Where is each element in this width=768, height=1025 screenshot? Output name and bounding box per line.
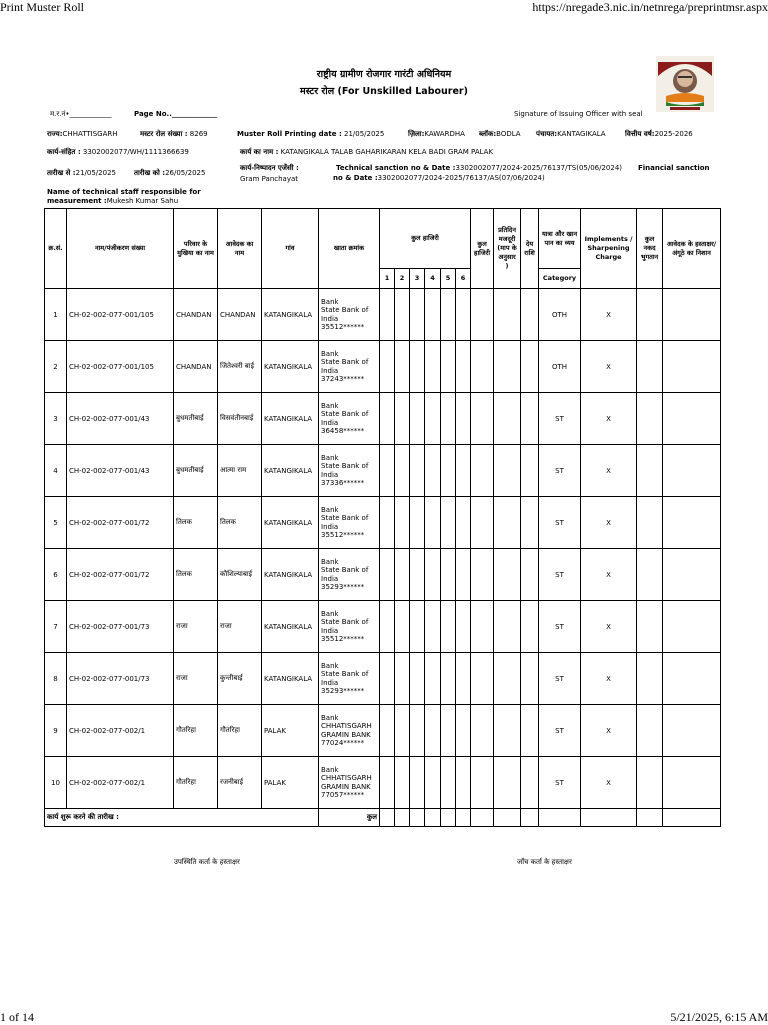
panchayat-field: पंचायत:KANTAGIKALA <box>536 130 606 138</box>
row-registration-number: CH-02-002-077-001/73 <box>67 601 174 653</box>
row-village: KATANGIKALA <box>262 549 319 601</box>
bank-line: State Bank of <box>321 358 369 366</box>
row-category: OTH <box>539 341 581 393</box>
bank-line: State Bank of <box>321 410 369 418</box>
row-bank-account <box>319 445 380 497</box>
row-village: KATANGIKALA <box>262 653 319 705</box>
row-bank-account <box>319 757 380 809</box>
header-attendance: कुल हाजिरी <box>380 209 471 269</box>
bank-line: India <box>321 366 339 375</box>
row-implements: X <box>581 549 637 601</box>
bank-line: 35512****** <box>321 323 365 331</box>
issuing-officer-signature-label: Signature of Issuing Officer with seal <box>514 110 643 118</box>
work-name-field: कार्य का नाम : KATANGIKALA TALAB GAHARIKARAN KELA BADI GRAM PALAK <box>240 148 494 156</box>
bank-line: Bank <box>321 297 339 306</box>
state-field: राज्य:CHHATTISGARH <box>47 130 118 138</box>
financial-sanction-label: Financial sanction <box>638 164 710 172</box>
row-village: PALAK <box>262 705 319 757</box>
muster-roll-table <box>44 208 721 827</box>
row-village: KATANGIKALA <box>262 341 319 393</box>
row-category: ST <box>539 549 581 601</box>
row-registration-number: CH-02-002-077-001/72 <box>67 549 174 601</box>
bank-line: State Bank of <box>321 618 369 626</box>
row-applicant-name: रजनीबाई <box>218 757 262 809</box>
bank-line: India <box>321 314 339 323</box>
print-page-count: 1 of 14 <box>0 1010 34 1024</box>
row-sno: 10 <box>45 757 67 809</box>
row-category: ST <box>539 393 581 445</box>
bank-line: GRAMIN BANK <box>321 730 371 739</box>
header-village: गांव <box>262 209 319 289</box>
bank-line: India <box>321 522 339 531</box>
row-implements: X <box>581 289 637 341</box>
row-applicant-name: कुन्तीबाई <box>218 653 262 705</box>
row-implements: X <box>581 757 637 809</box>
row-registration-number: CH-02-002-077-002/1 <box>67 757 174 809</box>
bank-line: Bank <box>321 401 339 410</box>
print-date-field: Muster Roll Printing date : 21/05/2025 <box>237 130 385 138</box>
header-total-attendance: कुल हाजिरी <box>471 209 494 289</box>
print-page-title: Print Muster Roll <box>0 0 85 14</box>
row-applicant-name: आत्मा राम <box>218 445 262 497</box>
roll-number-field: मस्टर रोल संख्या : 8269 <box>140 130 208 138</box>
block-field: ब्लॉक:BODLA <box>479 130 521 138</box>
bank-line: GRAMIN BANK <box>321 782 371 791</box>
row-category: ST <box>539 497 581 549</box>
row-registration-number: CH-02-002-077-001/73 <box>67 653 174 705</box>
header-family-head: परिवार के मुखिया का नाम <box>174 209 218 289</box>
row-family-head: तिलक <box>174 497 218 549</box>
row-implements: X <box>581 653 637 705</box>
row-bank-account <box>319 497 380 549</box>
header-travel: यात्रा और खान पान का व्यय <box>539 209 581 269</box>
row-category: ST <box>539 757 581 809</box>
header-account: खाता क्रमांक <box>319 209 380 289</box>
bank-line: India <box>321 626 339 635</box>
row-village: KATANGIKALA <box>262 289 319 341</box>
bank-line: 35512****** <box>321 531 365 539</box>
row-category: OTH <box>539 289 581 341</box>
checker-signature: जाँच कर्ता के हस्ताक्षर <box>517 858 572 866</box>
row-village: KATANGIKALA <box>262 445 319 497</box>
header-day-3: 3 <box>410 269 425 289</box>
footer-total: कुल <box>319 809 380 827</box>
row-implements: X <box>581 601 637 653</box>
bank-line: Bank <box>321 661 339 670</box>
header-total-payment: कुल नकद भुगतान <box>637 209 663 289</box>
header-day-4: 4 <box>425 269 441 289</box>
bank-line: Bank <box>321 349 339 358</box>
bank-line: 35293****** <box>321 687 365 695</box>
bank-line: 36458****** <box>321 427 365 435</box>
row-category: ST <box>539 445 581 497</box>
bank-line: 35293****** <box>321 583 365 591</box>
bank-line: 37243****** <box>321 375 365 383</box>
row-applicant-name: कौशिल्याबाई <box>218 549 262 601</box>
row-bank-account <box>319 705 380 757</box>
mr-no-label: म.र.नं•____________ <box>50 110 112 118</box>
row-implements: X <box>581 393 637 445</box>
row-bank-account <box>319 341 380 393</box>
agency-label: कार्य-निष्पादन एजेंसी : <box>240 164 299 172</box>
bank-line: Bank <box>321 713 339 722</box>
row-bank-account <box>319 289 380 341</box>
row-family-head: तिलक <box>174 549 218 601</box>
bank-line: State Bank of <box>321 566 369 574</box>
row-category: ST <box>539 705 581 757</box>
row-registration-number: CH-02-002-077-001/72 <box>67 497 174 549</box>
bank-line: India <box>321 574 339 583</box>
row-applicant-name: तिलक <box>218 497 262 549</box>
row-sno: 5 <box>45 497 67 549</box>
row-family-head: बुधमतीबाई <box>174 445 218 497</box>
table-row <box>45 601 721 653</box>
bank-line: Bank <box>321 609 339 618</box>
table-row <box>45 497 721 549</box>
row-implements: X <box>581 445 637 497</box>
bank-line: CHHATISGARH <box>321 774 372 782</box>
attendance-taker-signature: उपस्थिति कर्ता के हस्ताक्षर <box>174 858 240 866</box>
muster-roll-title: मस्टर रोल (For Unskilled Labourer) <box>300 86 468 97</box>
footer-start-date: कार्य शुरू करने की तारीख : <box>45 809 319 827</box>
row-sno: 8 <box>45 653 67 705</box>
row-applicant-name: राजा <box>218 601 262 653</box>
technical-staff-field: measurement :Mukesh Kumar Sahu <box>47 197 179 205</box>
date-from-field: तारीख से :21/05/2025 <box>47 169 116 177</box>
table-row <box>45 653 721 705</box>
bank-line: 77024****** <box>321 739 365 747</box>
row-sno: 6 <box>45 549 67 601</box>
work-code-field: कार्य-संहित : 3302002077/WH/1111366639 <box>47 148 189 156</box>
row-bank-account <box>319 549 380 601</box>
row-sno: 4 <box>45 445 67 497</box>
table-row <box>45 445 721 497</box>
technical-staff-label: Name of technical staff responsible for <box>47 188 201 196</box>
row-registration-number: CH-02-002-077-001/105 <box>67 289 174 341</box>
bank-line: Bank <box>321 505 339 514</box>
financial-sanction-field: no & Date :3302002077/2024-2025/76137/AS(07/06/2024) <box>333 174 545 182</box>
row-bank-account <box>319 653 380 705</box>
row-family-head: राजा <box>174 601 218 653</box>
row-village: KATANGIKALA <box>262 393 319 445</box>
mgnrega-logo-icon <box>656 56 714 112</box>
date-to-field: तारीख को :26/05/2025 <box>134 169 206 177</box>
row-family-head: CHANDAN <box>174 341 218 393</box>
table-row <box>45 757 721 809</box>
row-family-head: CHANDAN <box>174 289 218 341</box>
act-title: राष्ट्रीय ग्रामीण रोजगार गारंटी अधिनियम <box>316 69 452 80</box>
row-village: KATANGIKALA <box>262 601 319 653</box>
bank-line: India <box>321 418 339 427</box>
header-sno: क्र.सं. <box>45 209 67 289</box>
row-family-head: गौतरिहा <box>174 757 218 809</box>
bank-line: Bank <box>321 557 339 566</box>
row-sno: 2 <box>45 341 67 393</box>
row-sno: 3 <box>45 393 67 445</box>
row-sno: 7 <box>45 601 67 653</box>
row-applicant-name: CHANDAN <box>218 289 262 341</box>
header-category: Category <box>539 269 581 289</box>
header-payable: देय राशि <box>521 209 539 289</box>
table-row <box>45 549 721 601</box>
table-row <box>45 341 721 393</box>
row-bank-account <box>319 601 380 653</box>
row-sno: 9 <box>45 705 67 757</box>
row-applicant-name: गौतरिहा <box>218 705 262 757</box>
bank-line: Bank <box>321 765 339 774</box>
print-page-url: https://nregade3.nic.in/netnrega/preprintmsr.aspx <box>532 0 768 14</box>
page-no-label: Page No.._____________ <box>134 110 218 118</box>
table-row <box>45 289 721 341</box>
header-daily-wage: प्रतिदिन मजदूरी (माप के अनुसार ) <box>494 209 521 289</box>
row-implements: X <box>581 705 637 757</box>
row-family-head: बुधमतीबाई <box>174 393 218 445</box>
header-applicant: आवेदक का नाम <box>218 209 262 289</box>
row-applicant-name: विसवंतीनबाई <box>218 393 262 445</box>
row-registration-number: CH-02-002-077-001/43 <box>67 393 174 445</box>
row-family-head: गौतरिहा <box>174 705 218 757</box>
row-registration-number: CH-02-002-077-001/43 <box>67 445 174 497</box>
agency-value: Gram Panchayat <box>240 175 299 183</box>
row-village: PALAK <box>262 757 319 809</box>
row-registration-number: CH-02-002-077-002/1 <box>67 705 174 757</box>
header-day-5: 5 <box>441 269 456 289</box>
bank-line: India <box>321 470 339 479</box>
bank-line: 77057****** <box>321 791 365 799</box>
bank-line: CHHATISGARH <box>321 722 372 730</box>
row-category: ST <box>539 601 581 653</box>
row-village: KATANGIKALA <box>262 497 319 549</box>
row-implements: X <box>581 341 637 393</box>
row-implements: X <box>581 497 637 549</box>
table-row <box>45 393 721 445</box>
bank-line: Bank <box>321 453 339 462</box>
row-sno: 1 <box>45 289 67 341</box>
table-row <box>45 705 721 757</box>
row-category: ST <box>539 653 581 705</box>
print-datetime: 5/21/2025, 6:15 AM <box>670 1010 768 1024</box>
row-registration-number: CH-02-002-077-001/105 <box>67 341 174 393</box>
bank-line: India <box>321 678 339 687</box>
bank-line: 37336****** <box>321 479 365 487</box>
bank-line: State Bank of <box>321 462 369 470</box>
header-implements: Implements / Sharpening Charge <box>581 209 637 289</box>
row-applicant-name: जितेश्वरी बाई <box>218 341 262 393</box>
bank-line: State Bank of <box>321 306 369 314</box>
bank-line: State Bank of <box>321 514 369 522</box>
technical-sanction-field: Technical sanction no & Date :3302002077/2024-2025/76137/TS(05/06/2024) <box>336 164 623 172</box>
header-signature: आवेदक के हस्ताक्षर/अंगूठे का निशान <box>663 209 721 289</box>
header-name-registration: नाम/पंजीकरण संख्या <box>67 209 174 289</box>
bank-line: State Bank of <box>321 670 369 678</box>
row-family-head: राजा <box>174 653 218 705</box>
bank-line: 35512****** <box>321 635 365 643</box>
district-field: ज़िला:KAWARDHA <box>408 130 465 138</box>
financial-year-field: वित्तीय वर्ष:2025-2026 <box>625 130 693 138</box>
header-day-2: 2 <box>395 269 410 289</box>
header-day-1: 1 <box>380 269 395 289</box>
row-bank-account <box>319 393 380 445</box>
header-day-6: 6 <box>456 269 471 289</box>
